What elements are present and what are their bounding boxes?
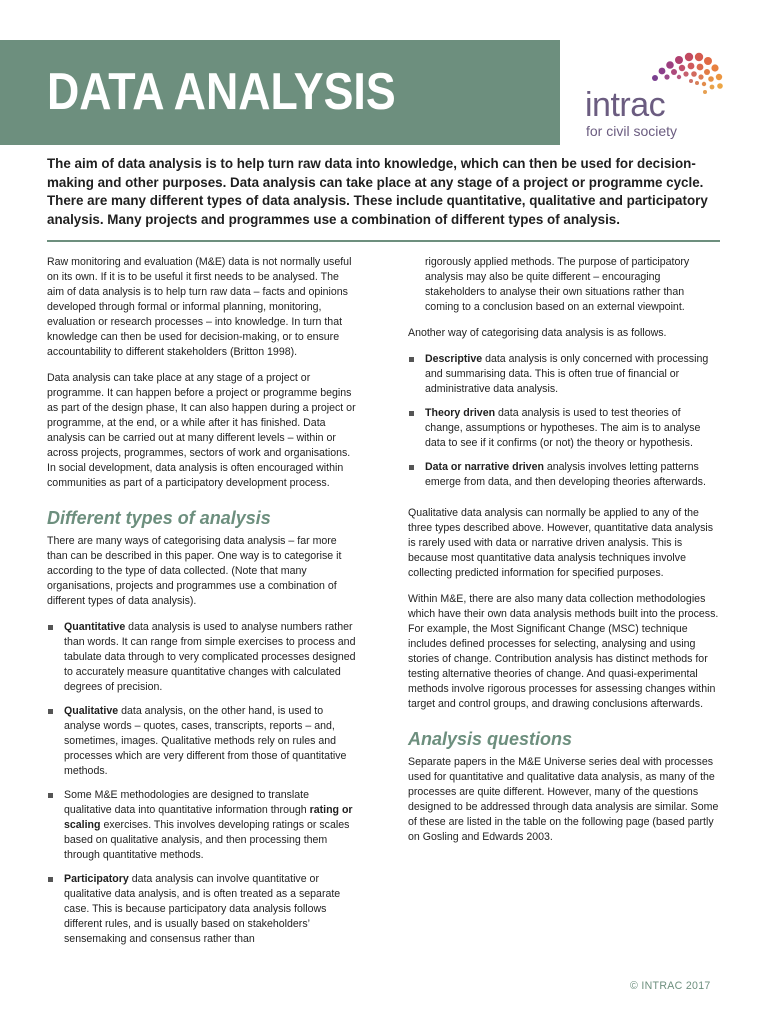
paragraph: There are many ways of categorising data analysis – far more than can be described in this paper. One way is to categorise it according to the type of data collected. (Note that many organisations, projects and programmes use a combination of different types of data analysis). bbox=[47, 535, 342, 607]
bullet-icon bbox=[409, 357, 414, 362]
term: Descriptive bbox=[425, 353, 483, 365]
right-column bbox=[408, 255, 720, 856]
item-text: data analysis, on the other hand, is used to analyse words – quotes, cases, transcripts, reports – and, sometimes, images. Qualitative methods rely on rules and processes which are very different from those of quantitative methods. bbox=[64, 705, 347, 777]
bullet-icon bbox=[48, 625, 53, 630]
paragraph: Data analysis can take place at any stage of a project or programme. It can happen before a project or programme begins as part of the design phase, It can also happen during a project or programme, at the end, or a while after it has finished. Data analysis can be carried out at many different levels – within or across projects, programmes, sectors of work and organisations. In social development, data analysis is often encouraged within communities as part of a participatory development process. bbox=[47, 372, 356, 489]
logo-tagline: for civil society bbox=[586, 123, 678, 139]
left-column bbox=[47, 255, 357, 956]
list-item bbox=[408, 352, 720, 397]
item-text: analysis involves letting patterns emerge from data, and then developing theories afterwards. bbox=[425, 461, 706, 488]
item-text: Some M&E methodologies are designed to translate qualitative data into quantitative information through bbox=[64, 789, 310, 816]
item-text: exercises. This involves developing ratings or scales based on qualitative analysis, and then processing them through quantitative methods. bbox=[64, 819, 350, 861]
item-text: data analysis can involve quantitative or qualitative data analysis, and is often treated as a separate case. This is because participatory data analysis follows different rules, and is usually based on stakeholders’ sensemaking and consensus rather than bbox=[64, 873, 341, 945]
copyright-footer: © INTRAC 2017 bbox=[630, 980, 711, 992]
section-divider bbox=[47, 240, 720, 242]
item-text: data analysis is used to analyse numbers rather than words. It can range from simple exercises to process and tabulate data through to very complicated processes designed to accurately measure quantitative changes with calculated degrees of precision. bbox=[64, 621, 356, 693]
section-heading: Analysis questions bbox=[408, 729, 573, 749]
item-text: data analysis is used to test theories of change, assumptions or hypotheses. The aim is to analyse data to see if it confirms (or not) the theory or hypothesis. bbox=[425, 407, 701, 449]
logo-wordmark: intrac bbox=[585, 86, 666, 124]
paragraph: Separate papers in the M&E Universe series deal with processes used for quantitative and qualitative data analysis, as many of the processes are quite different. However, many of the questions designed to be addressed through data analysis are similar. Some of these are listed in the table on the following page (based partly on Gosling and Edwards 2003. bbox=[408, 756, 719, 843]
categories-list bbox=[408, 352, 720, 490]
list-item bbox=[47, 704, 357, 779]
analysis-types-list bbox=[47, 620, 357, 947]
term: Qualitative bbox=[64, 705, 119, 717]
title-banner bbox=[0, 40, 560, 145]
paragraph: Raw monitoring and evaluation (M&E) data is not normally useful on its own. If it is to be useful it first needs to be analysed. The aim of data analysis is to help turn raw data – facts and opinions developed through formal or informal planning, monitoring, evaluation or research processes – into knowledge. In turn that knowledge can then be used for decision-making, or to ensure accountability to different stakeholders (Britton 1998). bbox=[47, 256, 352, 358]
continued-list-text: rigorously applied methods. The purpose of participatory analysis may also be quite different – encouraging stakeholders to analyse their own situations rather than coming to a conclusion based on an external viewpoint. bbox=[425, 256, 690, 313]
term: Theory driven bbox=[425, 407, 496, 419]
paragraph: Within M&E, there are also many data collection methodologies which have their own data analysis methods built into the process. For example, the Most Significant Change (MSC) technique includes defined processes for selecting, analysing and using stories of change. Contribution analysis has distinct methods for testing alternative theories of change. And quasi-experimental methods involve rigorous processes for assessing changes within target and control groups, and drawing conclusions afterwards. bbox=[408, 593, 719, 710]
list-item bbox=[47, 872, 357, 947]
term: Participatory bbox=[64, 873, 129, 885]
item-text: data analysis is only concerned with processing and summarising data. This is often true of financial or administrative data analysis. bbox=[425, 353, 709, 395]
intro-paragraph: The aim of data analysis is to help turn raw data into knowledge, which can then be used for decision-making and other purposes. Data analysis can take place at any stage of a project or programme cycle. There are many different types of data analysis. These include quantitative, qualitative and participatory analysis. Many projects and programmes use a combination of different types of analysis. bbox=[47, 156, 708, 227]
term: Quantitative bbox=[64, 621, 126, 633]
bullet-icon bbox=[409, 411, 414, 416]
bullet-icon bbox=[48, 709, 53, 714]
intrac-logo bbox=[585, 48, 725, 140]
term: rating or scaling bbox=[64, 804, 353, 831]
bullet-icon bbox=[48, 877, 53, 882]
paragraph: Another way of categorising data analysis is as follows. bbox=[408, 327, 667, 339]
section-heading: Different types of analysis bbox=[47, 508, 271, 528]
list-item bbox=[408, 460, 720, 490]
page-title: DATA ANALYSIS bbox=[47, 63, 396, 121]
term: Data or narrative driven bbox=[425, 461, 544, 473]
bullet-icon bbox=[409, 465, 414, 470]
list-item bbox=[47, 788, 357, 863]
list-item bbox=[408, 406, 720, 451]
bullet-icon bbox=[48, 793, 53, 798]
list-item bbox=[47, 620, 357, 695]
paragraph: Qualitative data analysis can normally be applied to any of the three types described above. However, quantitative data analysis is rarely used with data or narrative driven analysis. This is because most quantitative data analysis techniques involve collecting predicted information for specified purposes. bbox=[408, 507, 714, 579]
